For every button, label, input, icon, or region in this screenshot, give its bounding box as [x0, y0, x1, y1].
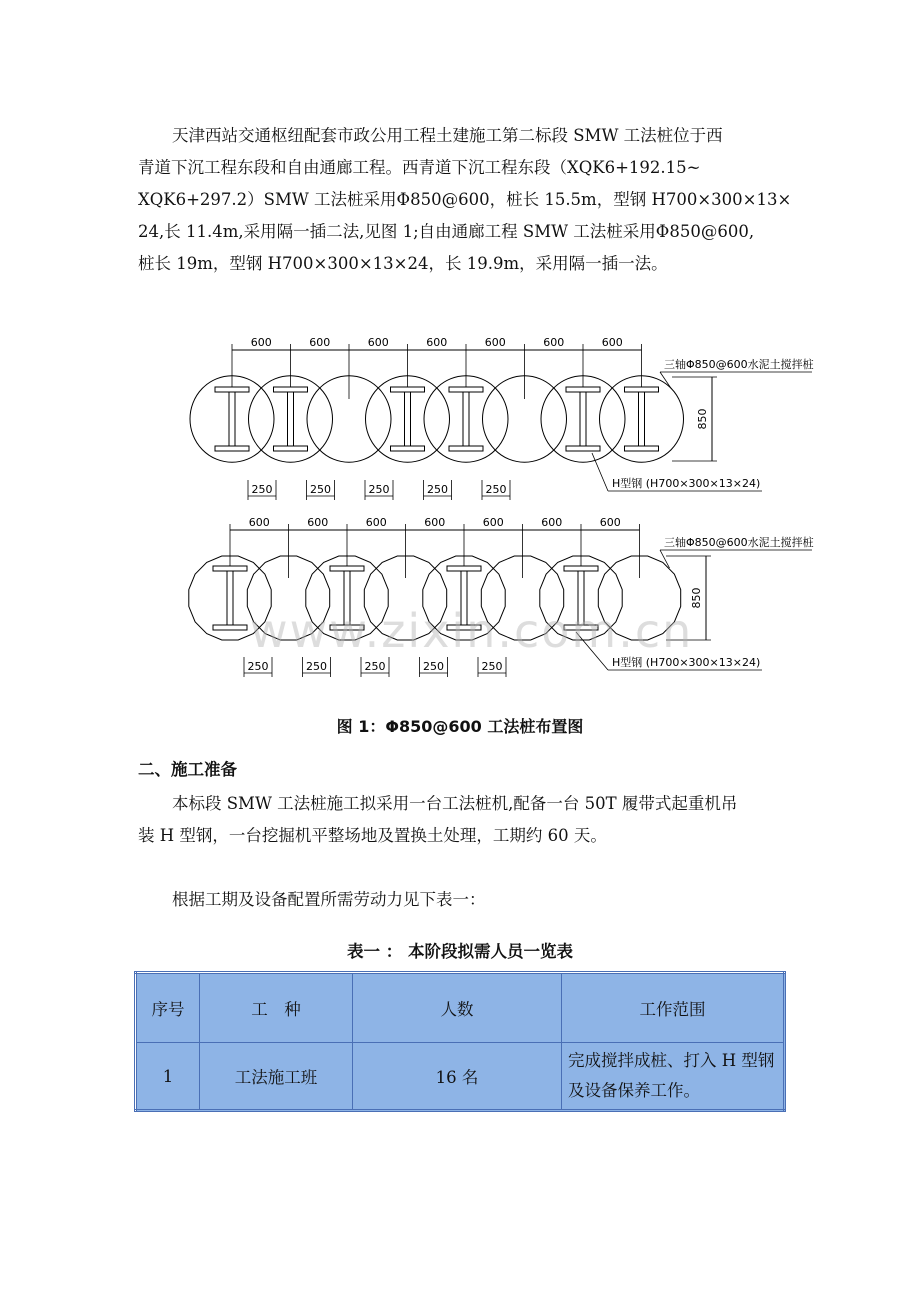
h-steel-web [639, 392, 645, 446]
spacing-label: 600 [365, 516, 387, 529]
h-steel-flange [625, 387, 659, 392]
gap-label: 250 [427, 483, 448, 496]
gap-label: 250 [364, 660, 386, 673]
spacing-label: 600 [248, 516, 270, 529]
gap-label: 250 [251, 483, 273, 496]
cell-no: 1 [136, 1043, 200, 1111]
spacing-label: 600 [601, 336, 623, 349]
gap-label: 250 [481, 660, 503, 673]
h-steel-flange [330, 566, 364, 571]
spacing-label: 600 [367, 336, 389, 349]
section-heading: 二、施工准备 [138, 760, 237, 779]
intro-line: 青道下沉工程东段和自由通廊工程。西青道下沉工程东段（XQK6+192.15~ [138, 158, 701, 177]
figure-caption: 图 1：Φ850@600 工法桩布置图 [336, 717, 584, 736]
steel-label: H型钢 (H700×300×13×24) [612, 477, 761, 490]
spacing-label: 600 [426, 336, 448, 349]
intro-line: XQK6+297.2）SMW 工法桩采用Φ850@600，桩长 15.5m，型钢 H700×300×13× [138, 190, 792, 209]
height-label: 850 [690, 587, 703, 609]
spacing-label: 600 [250, 336, 272, 349]
h-steel-flange [274, 446, 308, 451]
h-steel-web [229, 392, 235, 446]
section2-paragraph [138, 788, 788, 852]
spacing-label: 600 [599, 516, 621, 529]
spacing-label: 600 [424, 516, 446, 529]
intro-line: 天津西站交通枢纽配套市政公用工程土建施工第二标段 SMW 工法桩位于西 [172, 126, 723, 145]
h-steel-flange [213, 625, 247, 630]
h-steel-web [405, 392, 411, 446]
section2-line: 装 H 型钢，一台挖掘机平整场地及置换土处理，工期约 60 天。 [138, 826, 607, 845]
steel-label: H型钢 (H700×300×13×24) [612, 656, 761, 669]
spacing-label: 600 [482, 516, 504, 529]
cell-scope: 完成搅拌成桩、打入 H 型钢及设备保养工作。 [562, 1043, 785, 1111]
table-title: 表一 ： 本阶段拟需人员一览表 [347, 942, 573, 961]
h-steel-flange [449, 446, 483, 451]
header-no: 序号 [136, 973, 200, 1043]
h-steel-web [580, 392, 586, 446]
spacing-label: 600 [307, 516, 329, 529]
height-label: 850 [696, 408, 709, 430]
gap-label: 250 [368, 483, 390, 496]
h-steel-web [227, 571, 233, 625]
pile-label: 三轴Φ850@600水泥土搅拌桩 [664, 536, 814, 549]
gap-label: 250 [306, 660, 327, 673]
h-steel-flange [215, 446, 249, 451]
spacing-label: 600 [309, 336, 331, 349]
header-scope: 工作范围 [562, 973, 785, 1043]
pile-label: 三轴Φ850@600水泥土搅拌桩 [664, 358, 814, 371]
top-diagram-group [190, 336, 814, 500]
labor-intro: 根据工期及设备配置所需劳动力见下表一： [172, 890, 486, 909]
table-header-row [136, 973, 785, 1043]
gap-label: 250 [485, 483, 507, 496]
gap-label: 250 [310, 483, 331, 496]
h-steel-flange [566, 387, 600, 392]
cell-trade: 工法施工班 [200, 1043, 353, 1111]
spacing-label: 600 [484, 336, 506, 349]
h-steel-flange [274, 387, 308, 392]
intro-line: 桩长 19m，型钢 H700×300×13×24，长 19.9m，采用隔一插一法。 [138, 254, 668, 273]
watermark: www.zixin.com.cn [250, 604, 694, 658]
h-steel-web [463, 392, 469, 446]
spacing-label: 600 [543, 336, 565, 349]
h-steel-flange [625, 446, 659, 451]
h-steel-flange [391, 446, 425, 451]
h-steel-flange [215, 387, 249, 392]
h-steel-flange [566, 446, 600, 451]
table-row [136, 1043, 785, 1111]
header-trade: 工 种 [200, 973, 353, 1043]
section2-line: 本标段 SMW 工法桩施工拟采用一台工法桩机,配备一台 50T 履带式起重机吊 [172, 794, 738, 813]
h-steel-flange [213, 566, 247, 571]
cell-count: 16 名 [353, 1043, 562, 1111]
h-steel-flange [391, 387, 425, 392]
h-steel-flange [447, 566, 481, 571]
staff-table [134, 971, 786, 1112]
leader-line [660, 550, 670, 568]
h-steel-web [288, 392, 294, 446]
gap-label: 250 [423, 660, 444, 673]
gap-label: 250 [247, 660, 269, 673]
header-count: 人数 [353, 973, 562, 1043]
h-steel-flange [564, 566, 598, 571]
intro-line: 24,长 11.4m,采用隔一插二法,见图 1;自由通廊工程 SMW 工法桩采用Φ850@600, [138, 222, 755, 241]
h-steel-flange [449, 387, 483, 392]
spacing-label: 600 [541, 516, 563, 529]
